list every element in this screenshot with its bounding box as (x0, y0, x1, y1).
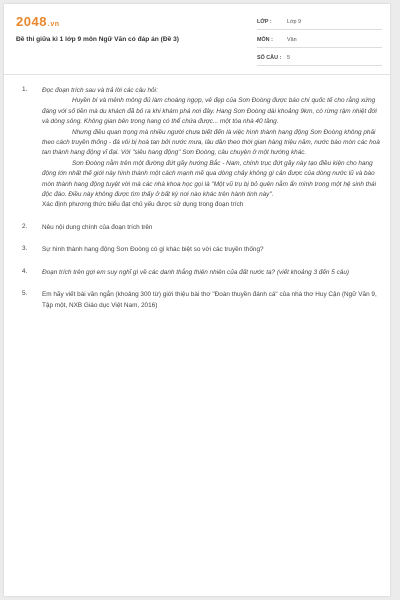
meta-row-subject (257, 33, 382, 48)
meta-row-class (257, 15, 382, 30)
question-body (42, 245, 384, 255)
question-text: Sự hình thành hang động Sơn Đoòng có gì khác biệt so với các truyền thống? (42, 246, 264, 254)
passage-paragraph: Nhưng điều quan trọng mà nhiều người chưa biết đến là việc hình thành hang động Sơn Đoòng không phải theo cách truyền thống - đá vôi bị hoà tan bởi nước mưa, lâu dần theo thời gian hàng triệu năm, nước bào mòn các hoà tan thành hang động vĩ đại. Với "siêu hang động" Sơn Đoòng, câu chuyện ở một hướng khác. (42, 128, 380, 157)
page-title: Đề thi giữa kì 1 lớp 9 môn Ngữ Văn có đáp án (Đề 3) (16, 36, 179, 43)
question-item (22, 268, 384, 278)
question-number: 3. (22, 245, 28, 253)
question-text: Em hãy viết bài văn ngắn (khoảng 300 từ) giới thiệu bài thơ "Đoàn thuyền đánh cá" của nhà thơ Huy Cận (Ngữ Văn 9, Tập một, NXB Giáo dục Việt Nam, 2016) (42, 291, 377, 309)
question-number: 2. (22, 222, 28, 230)
reading-passage (42, 96, 384, 200)
page-header (4, 4, 390, 75)
meta-value: 5 (287, 55, 290, 61)
question-number: 1. (22, 86, 28, 93)
meta-label: SỐ CÂU : (257, 55, 282, 61)
meta-label: LỚP : (257, 19, 272, 25)
question-intro: Đọc đoạn trích sau và trả lời các câu hỏi: (42, 87, 158, 94)
meta-value: Văn (287, 37, 297, 43)
meta-label: MÔN : (257, 37, 273, 43)
question-text: Đoạn trích trên gợi em suy nghĩ gì về các danh thắng thiên nhiên của đất nước ta? (viết khoảng 3 đến 5 câu) (42, 268, 350, 276)
question-item (22, 290, 384, 311)
question-item (22, 86, 384, 211)
question-item (22, 245, 384, 255)
question-list (22, 86, 384, 323)
question-text: Nêu nội dung chính của đoạn trích trên (42, 223, 153, 231)
passage-paragraph: Sơn Đoòng nằm trên một đường đứt gãy hướng Bắc - Nam, chính trục đứt gãy này tạo điều kiện cho hang động lớn nhất thế giới này hình thành một cách mạnh mẽ qua dòng chảy không gì cản được của dòng nước lũ và bào mòn thành hang động tuyệt vời mà các nhà khoa học gọi là "Một vũ trụ bị bỏ quên nằm ẩn mình trong một hệ sinh thái độc đáo. Điều này không được tìm thấy ở bất kỳ nơi nào khác trên hành tinh này". (42, 159, 377, 199)
question-number: 4. (22, 267, 28, 275)
question-body (42, 290, 384, 311)
question-body (42, 268, 384, 278)
site-logo[interactable] (16, 14, 60, 29)
question-body (42, 86, 384, 211)
meta-value: Lớp 9 (287, 19, 302, 25)
meta-row-count (257, 51, 382, 66)
question-item (22, 223, 384, 233)
logo-text: 2048 (16, 14, 47, 29)
exam-meta (257, 15, 382, 69)
question-number: 5. (22, 290, 28, 298)
exam-page (4, 4, 390, 596)
question-prompt: Xác định phương thức biểu đạt chủ yếu được sử dụng trong đoạn trích (42, 201, 244, 209)
question-body (42, 223, 384, 233)
passage-paragraph: Huyền bí và mênh mông đủ làm choáng ngợp, vẻ đẹp của Sơn Đoòng được báo chí quốc tế cho rằng xứng đáng với số tiền mà du khách đã bỏ ra khi khám phá nơi đây. Hang Sơn Đoòng dài khoảng 9km, có rừng rậm nhiệt đới và dòng sông. Không gian bên trong hang có thể chứa được... một tòa nhà 40 tầng. (42, 97, 377, 126)
logo-tld: .vn (47, 21, 60, 28)
